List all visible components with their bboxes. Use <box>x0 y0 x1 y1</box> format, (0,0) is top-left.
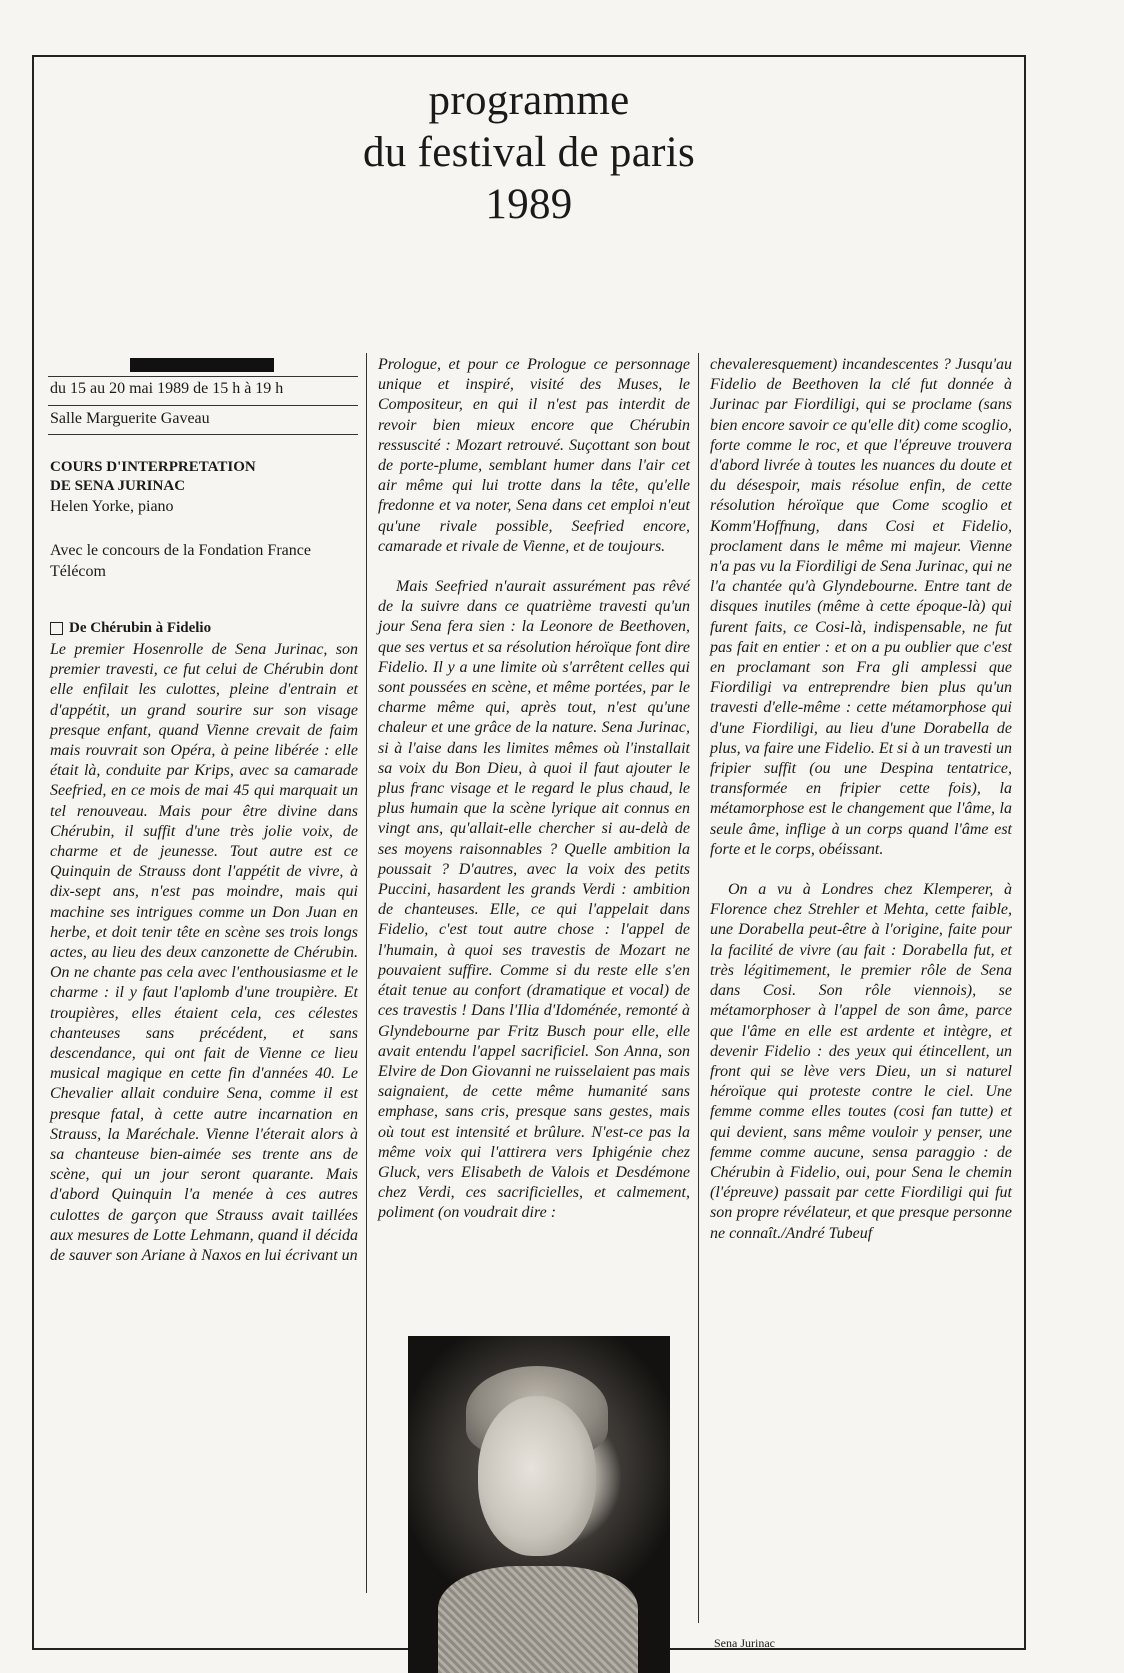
title-line-2: du festival de paris <box>363 129 695 176</box>
title-line-3: 1989 <box>485 181 573 228</box>
article-section-heading <box>50 620 211 637</box>
portrait-photo <box>408 1336 670 1673</box>
article-section-title: De Chérubin à Fidelio <box>69 620 212 636</box>
event-venue: Salle Marguerite Gaveau <box>50 410 210 427</box>
divider-rule <box>48 434 358 435</box>
photo-caption: Sena Jurinac <box>714 1636 775 1650</box>
article-column-3 <box>710 355 1012 1244</box>
course-sponsor: Avec le concours de la Fondation France Télécom <box>50 542 311 580</box>
column-divider <box>366 353 367 1593</box>
course-heading-line-2: DE SENA JURINAC <box>50 478 186 494</box>
divider-rule <box>48 405 358 406</box>
checkbox-icon <box>50 622 63 635</box>
event-dates: du 15 au 20 mai 1989 de 15 h à 19 h <box>50 380 284 397</box>
course-heading <box>50 458 256 496</box>
article-column-1 <box>50 640 358 1266</box>
article-paragraph: On a vu à Londres chez Klemperer, à Florence chez Strehler et Mehta, cette faible, une Dorabella peut-être à l'origine, faite pour la facilité de vivre (au fait : Dorabella fut, et très légitimement, le premier rôle de Sena dans Cosi. Son rôle viennois), se métamorphoser à l'appel de son âme, parce que l'âme en elle est ardente et intègre, et devenir Fidelio : des yeux qui étincellent, un front qui se lève vers Dieu, un si naturel héroïque qui proteste contre le ciel. Une femme comme elles toutes (cosi fan tutte) et qui devient, sans même vouloir y penser, une femme comme aucune, sensa paraggio : de Chérubin à Fidelio, oui, pour Sena le chemin (l'épreuve) passait par cette Fiordiligi qui fut son propre révélateur, et que presque personne ne connaît./André Tubeuf <box>710 881 1012 1242</box>
article-paragraph: Le premier Hosenrolle de Sena Jurinac, son premier travesti, ce fut celui de Chérubin dont elle enfilait les culottes, pleine d'entrain et d'appétit, un grand sourire sur son visage presque enfant, quand Vienne crevait de faim mais rouvrait son Opéra, à peine libérée : elle était là, conduite par Krips, avec sa camarade Seefried, en ce mois de mai 45 qui marquait un tel renouveau. Mais pour être divine dans Chérubin, il suffit d'une très jolie voix, de charme et de jeunesse. Tout autre est ce Quinquin de Strauss dont l'appétit de vivre, à dix-sept ans, n'est pas moindre, mais qui machine ses intrigues comme un Don Juan en herbe, et doit tenir tête en scène ses trois longs actes, au lieu des deux canzonette de Chérubin. On ne chante pas cela avec l'enthousiasme et le charme : il y faut l'aplomb d'une troupière. Et troupières, elles étaient cela, ces célestes chanteuses sans précédent, et sans descendance, qui ont fait de Vienne ce lieu musical magique en cette fin d'années 40. Le Chevalier allait conduire Sena, comme il est presque fatal, à cette autre incarnation en Strauss, la Maréchale. Vienne l'éterait alors à sa chanteuse bien-aimée ses trente ans de scène, qui un jour seront quarante. Mais d'abord Quinquin l'a menée à ces autres culottes de garçon que Strauss avait taillées aux mesures de Lotte Lehmann, quand il décida de sauver son Ariane à Naxos en lui écrivant un <box>50 641 358 1265</box>
article-column-2 <box>378 355 690 1224</box>
page-title <box>32 75 1026 231</box>
divider-rule <box>48 376 358 377</box>
article-paragraph: Prologue, et pour ce Prologue ce personnage unique et inspiré, visité des Muses, le Compositeur, en qui il n'est pas interdit de revoir bien mieux encore que Chérubin ressuscité : Mozart retrouvé. Suçottant son bout de porte-plume, semblant humer dans l'air cet air même qui lui trotte dans la tête, qu'elle fredonne et va noter, Sena dans cet emploi n'eut qu'une rivale possible, Seefried encore, camarade et rivale de Vienne, et de toujours. <box>378 356 690 555</box>
column-divider <box>698 353 699 1623</box>
portrait-collar <box>438 1566 638 1673</box>
course-heading-line-1: COURS D'INTERPRETATION <box>50 459 256 475</box>
course-pianist: Helen Yorke, piano <box>50 498 174 515</box>
portrait-face <box>478 1396 596 1556</box>
article-paragraph: Mais Seefried n'aurait assurément pas rêvé de la suivre dans ce quatrième travesti qu'un jour Sena fera sien : la Leonore de Beethoven, que ses vertus et sa résolution héroïque font dire Fidelio. Il y a une limite où s'arrêtent celles qui sont poussées en scène, et même portées, par le charme même qui, après tout, n'est qu'une chaleur et une grâce de la nature. Sena Jurinac, si à l'aise dans les limites mêmes où l'installait sa voix du Bon Dieu, à quoi il faut ajouter le plus franc visage et le regard le plus chaud, le plus humain que la scène lyrique ait connus en vingt ans, qu'allait-elle chercher si au-delà de ses moyens raisonnables ? Quelle ambition la poussait ? D'autres, avec la voix des petits Puccini, hasardent les grands Verdi : ambition de chanteuses. Elle, ce qui l'appelait dans Fidelio, c'est tout autre chose : l'appel de l'humain, à quoi ses travestis de Mozart ne pouvaient suffire. Comme si du reste elle s'en était tenue au confort (dramatique et vocal) de ces travestis ! Dans l'Ilia d'Idoménée, remonté à Glyndebourne par Fritz Busch pour elle, elle avait entendu l'appel sacrificiel. Son Anna, son Elvire de Don Giovanni ne ruisselaient pas mais saignaient, de cette même humanité sans emphase, sans cris, presque sans gestes, mais où tout est intensité et brûlure. N'est-ce pas la même voix qui l'attirera vers Iphigénie chez Gluck, vers Elisabeth de Valois et Desdémone chez Verdi, ces sacrificielles, et calmement, poliment (on voudrait dire : <box>378 578 690 1222</box>
section-marker-bar <box>130 358 274 372</box>
title-line-1: programme <box>428 77 630 124</box>
article-paragraph: chevaleresquement) incandescentes ? Jusqu'au Fidelio de Beethoven la clé fut donnée à Jurinac par Fiordiligi, qui se proclame (sans bien encore savoir ce qu'elle dit) come scoglio, forte comme le roc, et que l'épreuve trouvera d'abord livrée à toutes les nuances du doute et du désespoir, mais résolue enfin, de cette résolution héroïque que Come scoglio et Komm'Hoffnung, dans Cosi et Fidelio, proclament dans le même mi majeur. Vienne n'a pas vu la Fiordiligi de Sena Jurinac, qui ne l'a chantée qu'à Glyndebourne. Entre tant de disques inutiles (même à cette époque-là) qui furent faits, ce Cosi-là, indispensable, ne fut pas fait en entier : et on a pu oublier que c'est en proclamant son Fra gli amplessi que Fiordiligi va entreprendre bien plus qu'un travesti d'elle-même : cette métamorphose qui d'une Fiordiligi, au lieu d'une Dorabella de plus, va faire une Fidelio. Et si à un travesti un fripier suffit (ou une Despina tentatrice, transformée en fripier cette fois), la métamorphose est le changement que l'âme, la seule âme, inflige à un corps quand l'âme est forte et le corps, obéissant. <box>710 356 1012 858</box>
